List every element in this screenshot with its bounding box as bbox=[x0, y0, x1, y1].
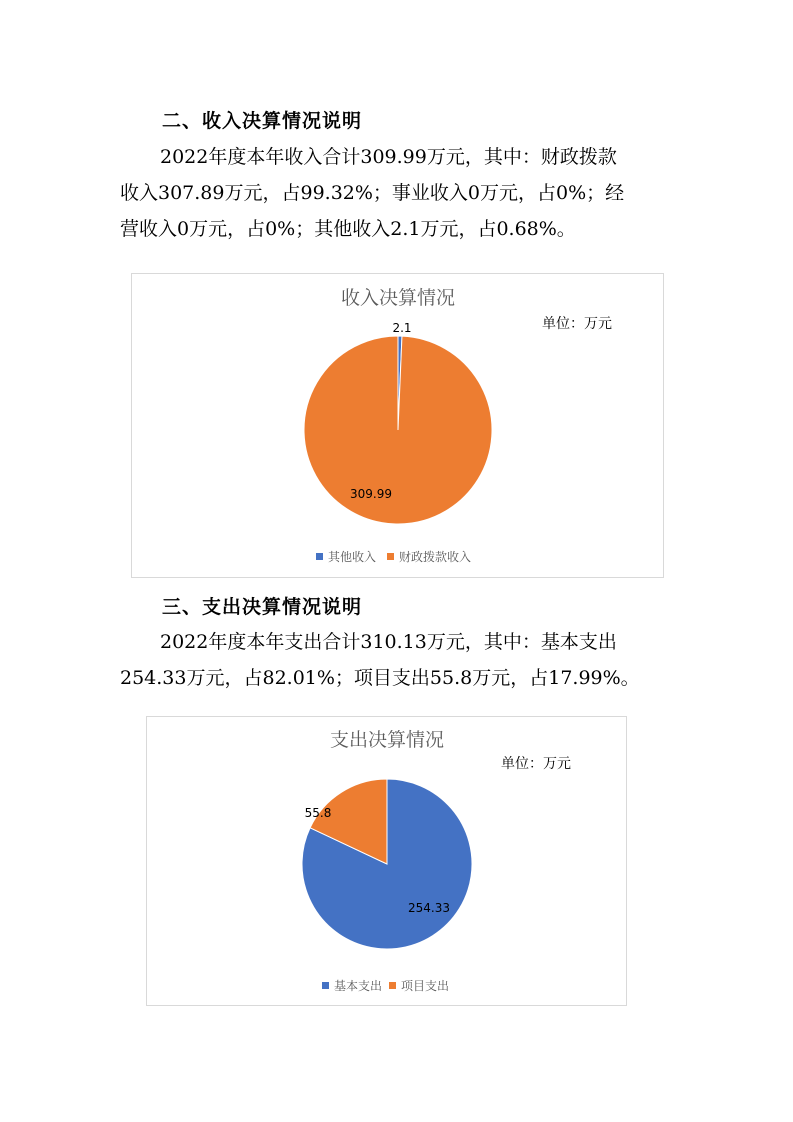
data-label-project-expense: 55.8 bbox=[304, 806, 332, 820]
legend-swatch-basic-expense bbox=[322, 982, 329, 989]
data-label-other-income: 2.1 bbox=[392, 321, 412, 335]
income-paragraph bbox=[120, 139, 680, 247]
section-heading-expense: 三、支出决算情况说明 bbox=[162, 596, 363, 618]
section-heading-income: 二、收入决算情况说明 bbox=[162, 110, 363, 132]
income-chart-svg bbox=[132, 274, 663, 577]
legend-label-project-expense: 项目支出 bbox=[401, 979, 450, 993]
expense-chart-title: 支出决算情况 bbox=[329, 729, 445, 751]
income-chart-unit: 单位：万元 bbox=[542, 316, 612, 332]
expense-chart-svg bbox=[147, 717, 626, 1005]
expense-line-2: 254.33万元，占82.01%；项目支出55.8万元，占17.99%。 bbox=[120, 667, 640, 689]
income-line-3: 营收入0万元，占0%；其他收入2.1万元，占0.68%。 bbox=[120, 218, 576, 240]
legend-swatch-fiscal-income bbox=[387, 553, 394, 560]
legend-swatch-project-expense bbox=[389, 982, 396, 989]
expense-chart-unit: 单位：万元 bbox=[501, 756, 571, 772]
income-chart-title: 收入决算情况 bbox=[340, 287, 456, 309]
legend-label-basic-expense: 基本支出 bbox=[334, 979, 383, 993]
expense-chart bbox=[146, 716, 627, 1006]
expense-line-1: 2022年度本年支出合计310.13万元，其中：基本支出 bbox=[160, 631, 617, 653]
income-line-2: 收入307.89万元，占99.32%；事业收入0万元，占0%；经 bbox=[120, 182, 625, 204]
income-line-1: 2022年度本年收入合计309.99万元，其中：财政拨款 bbox=[160, 146, 617, 168]
expense-paragraph bbox=[120, 624, 680, 696]
pie-slice-fiscal-income bbox=[304, 336, 492, 524]
data-label-fiscal-income: 309.99 bbox=[350, 487, 392, 501]
income-chart bbox=[131, 273, 664, 578]
legend-label-fiscal-income: 财政拨款收入 bbox=[399, 550, 472, 564]
data-label-basic-expense: 254.33 bbox=[408, 901, 450, 915]
legend-label-other-income: 其他收入 bbox=[328, 550, 377, 564]
legend-swatch-other-income bbox=[316, 553, 323, 560]
